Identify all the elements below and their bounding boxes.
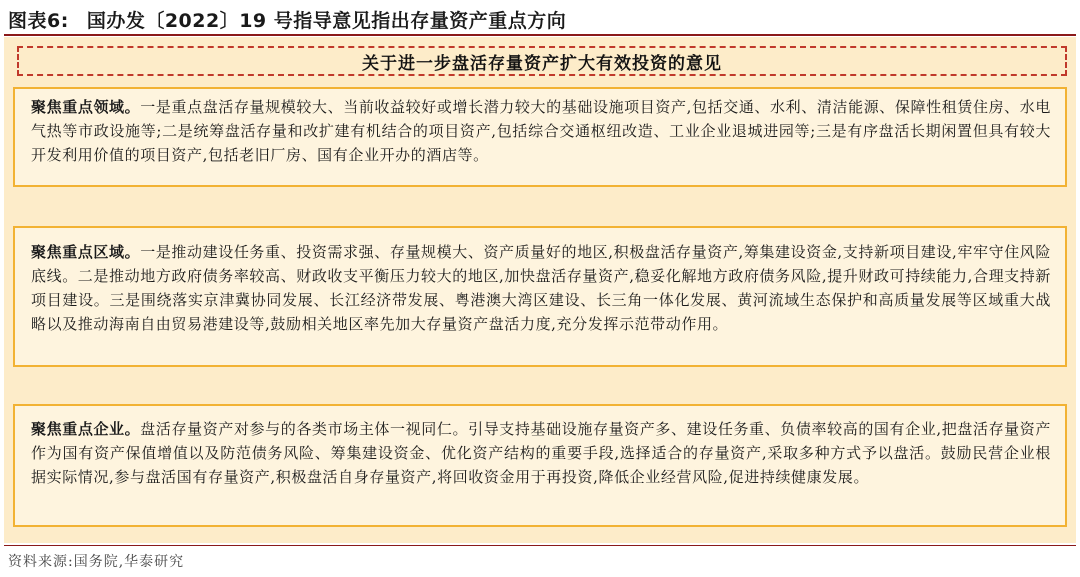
- section-lead: 聚焦重点企业。: [31, 420, 141, 438]
- figure-title: [8, 6, 566, 32]
- title-divider: [4, 34, 1076, 36]
- section-key-fields: [13, 87, 1067, 187]
- source-note: 资料来源:国务院,华泰研究: [8, 554, 185, 570]
- section-text: 一是重点盘活存量规模较大、当前收益较好或增长潜力较大的基础设施项目资产,包括交通、水利、清洁能源、保障性租赁住房、水电气热等市政设施等;二是统筹盘活存量和改扩建有机结合的项目资产,包括综合交通枢纽改造、工业企业退城进园等;三是有序盘活长期闲置但具有较大开发利用价值的项目资产,包括老旧厂房、国有企业开办的酒店等。: [31, 98, 1051, 164]
- section-text: 盘活存量资产对参与的各类市场主体一视同仁。引导支持基础设施存量资产多、建设任务重、负债率较高的国有企业,把盘活存量资产作为国有资产保值增值以及防范债务风险、筹集建设资金、优化资产结构的重要手段,选择适合的存量资产,采取多种方式予以盘活。鼓励民营企业根据实际情况,参与盘活国有存量资产,积极盘活自身存量资产,将回收资金用于再投资,降低企业经营风险,促进持续健康发展。: [31, 420, 1051, 486]
- section-text: 一是推动建设任务重、投资需求强、存量规模大、资产质量好的地区,积极盘活存量资产,筹集建设资金,支持新项目建设,牢牢守住风险底线。二是推动地方政府债务率较高、财政收支平衡压力较大的地区,加快盘活存量资产,稳妥化解地方政府债务风险,提升财政可持续能力,合理支持新项目建设。三是围绕落实京津冀协同发展、长江经济带发展、粤港澳大湾区建设、长三角一体化发展、黄河流域生态保护和高质量发展等区域重大战略以及推动海南自由贸易港建设等,鼓励相关地区率先加大存量资产盘活力度,充分发挥示范带动作用。: [31, 243, 1051, 333]
- section-key-regions: [13, 226, 1067, 367]
- document-banner: 关于进一步盘活存量资产扩大有效投资的意见: [17, 46, 1067, 76]
- section-lead: 聚焦重点区域。: [31, 243, 141, 261]
- content-panel: [4, 37, 1076, 543]
- section-key-enterprises: [13, 404, 1067, 527]
- figure-number: 图表6:: [8, 10, 69, 32]
- figure-title-text: 国办发〔2022〕19 号指导意见指出存量资产重点方向: [86, 10, 567, 32]
- source-divider: [4, 545, 1076, 546]
- section-lead: 聚焦重点领域。: [31, 98, 141, 116]
